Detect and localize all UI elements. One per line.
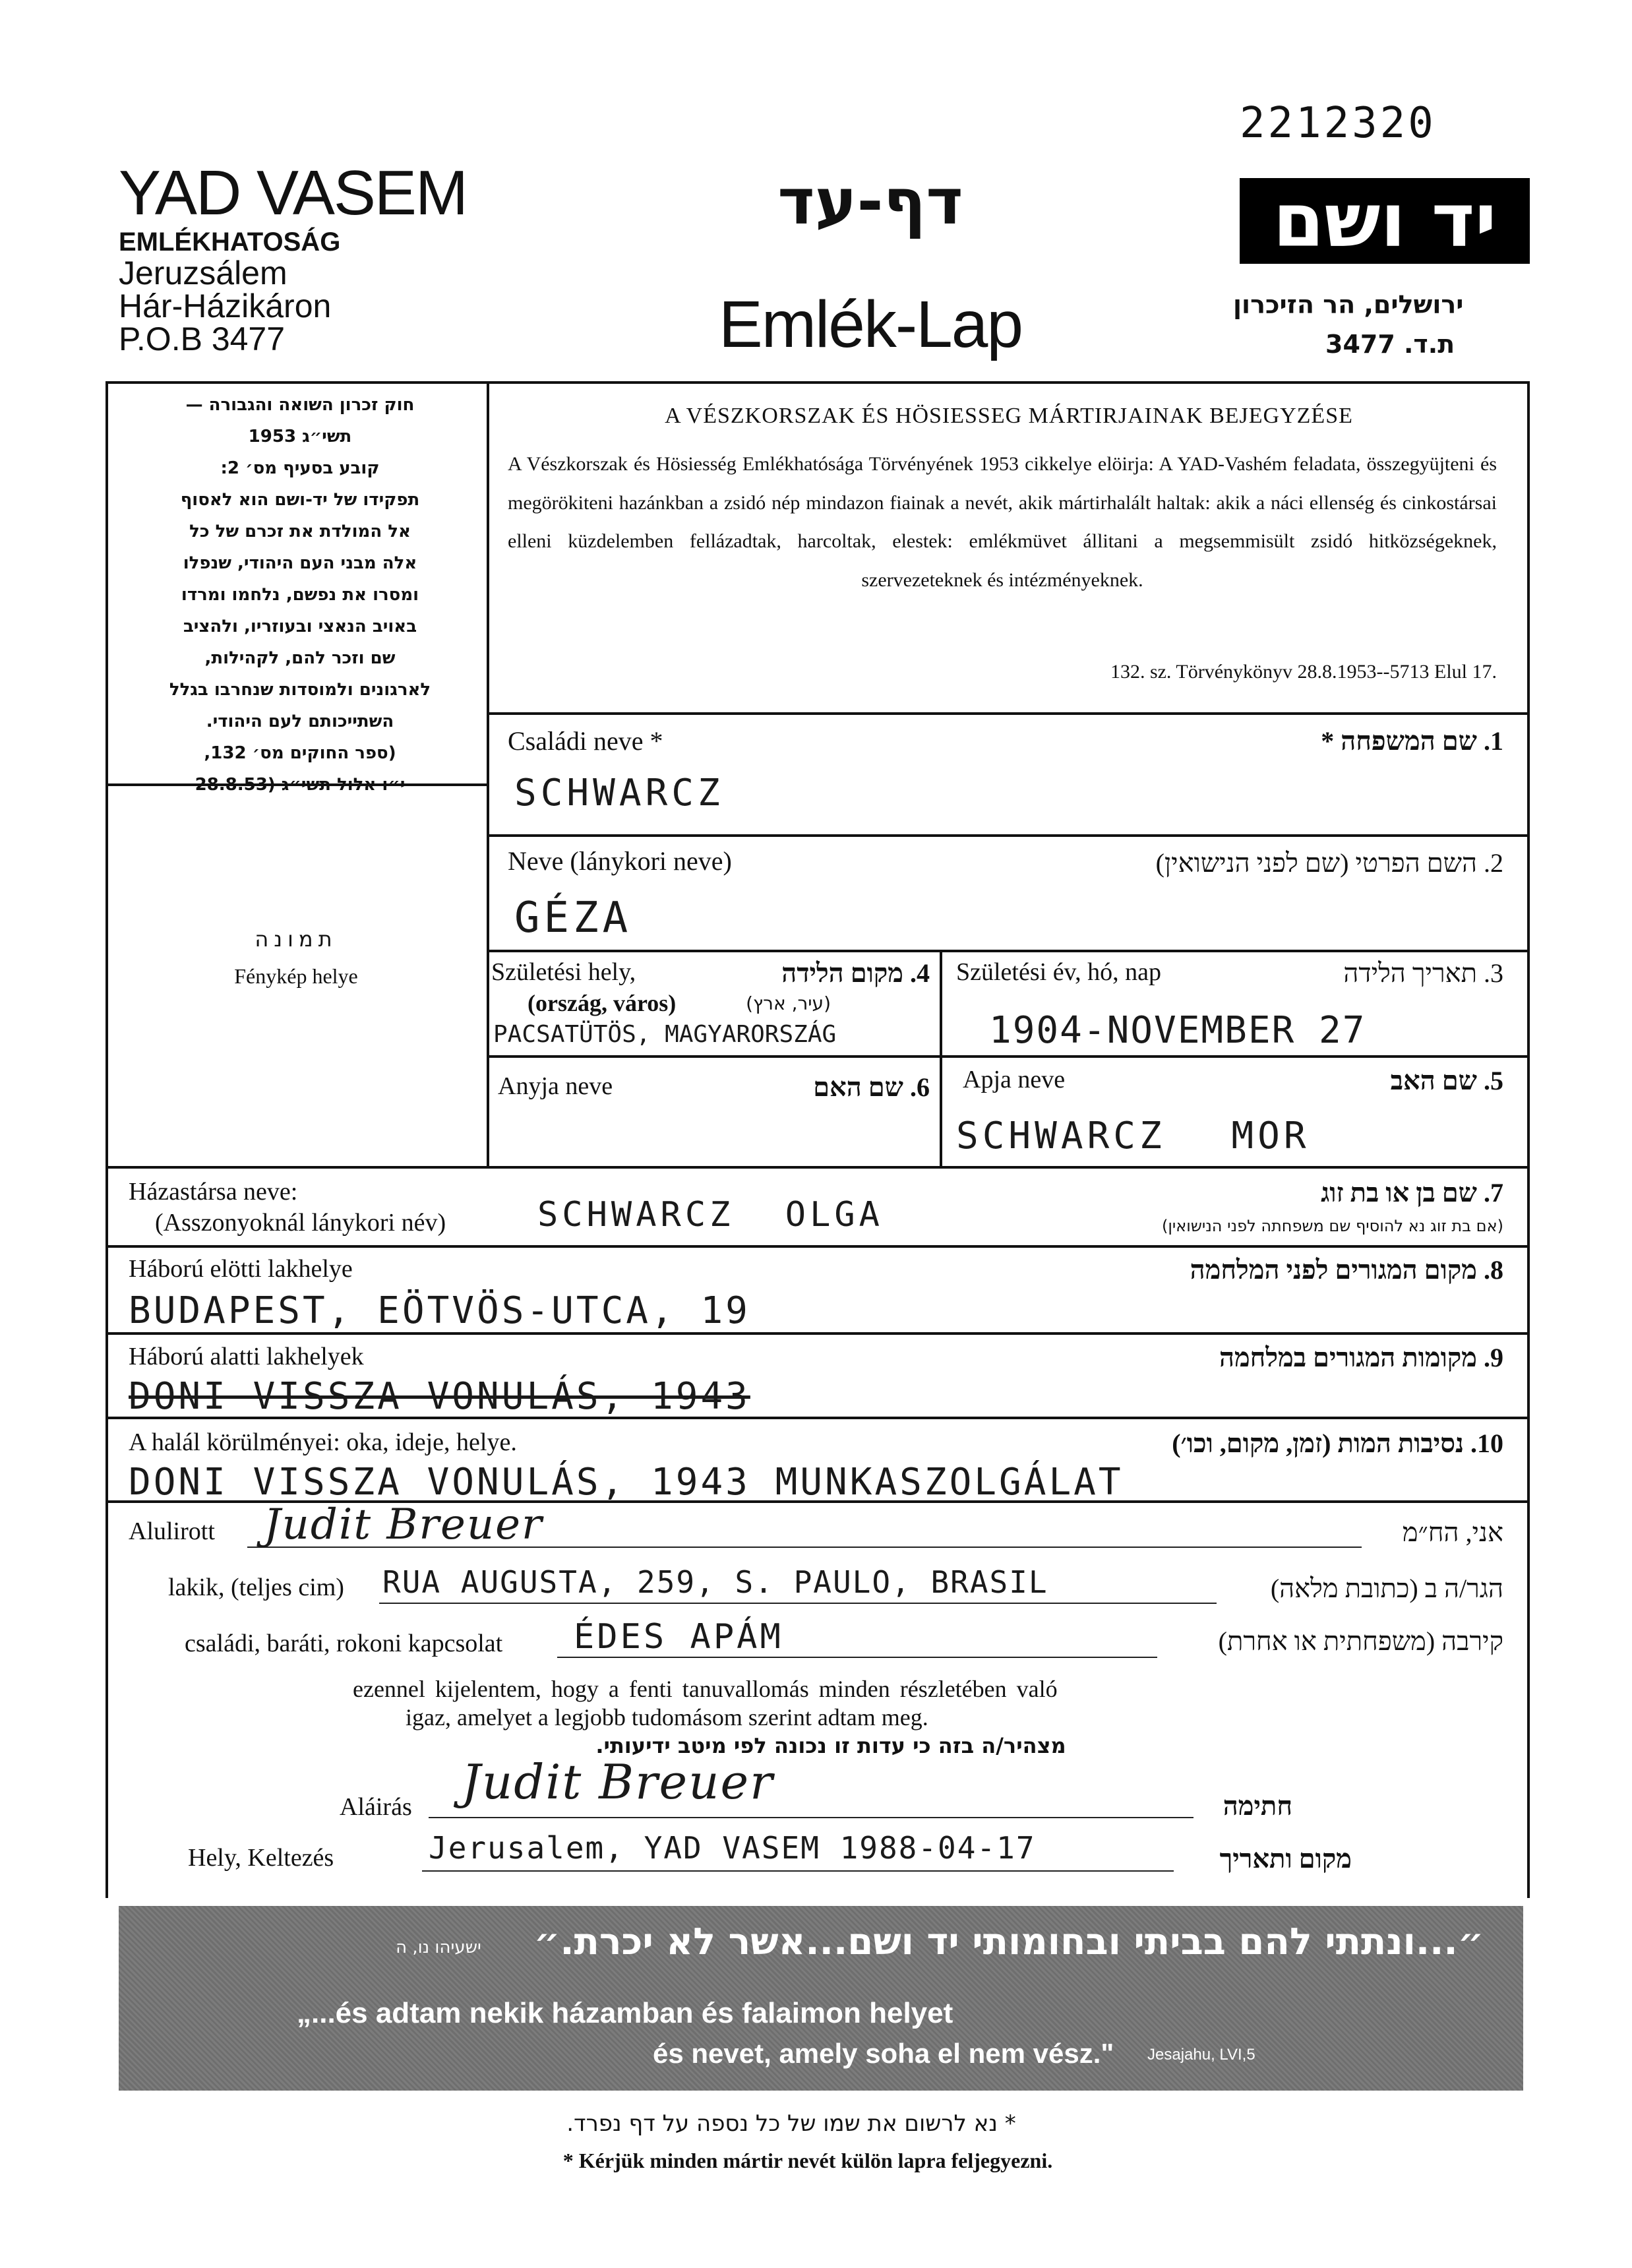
law-line: אל המולדת את זכרם של כל [189, 522, 411, 541]
spouse-label-hebrew: 7. שם בן או בת זוג [1321, 1178, 1503, 1208]
law-line: חוק זכרון השואה והגבורה — [185, 395, 415, 415]
birthdate-label-hebrew: 3. תאריך הלידה [1343, 958, 1503, 988]
spouse-label-2: (Asszonyoknál lánykori név) [155, 1209, 446, 1237]
law-line: ומסרו את נפשם, נלחמו ומרדו [181, 585, 419, 605]
banner-line-2: és nevet, amely soha el nem vész." [653, 2038, 1114, 2069]
undersigned-value: Judit Breuer [264, 1500, 543, 1549]
wartime-residence-value: DONI VISSZA VONULÁS, 1943 [129, 1375, 750, 1418]
law-line: השתייכותם לעם היהודי. [206, 712, 394, 731]
death-circumstances-label: A halál körülményei: oka, ideje, helye. [129, 1428, 517, 1456]
law-body: A Vészkorszak és Hösiesség Emlékhatósága Törvényének 1953 cikkelye elöirja: A YAD-Vashém feladata, összegyüjteni és megörökiteni hazánkban a zsidó nép mindazon fiainak a nevét, akik mártirhalált haltak: akik a náci ellenség és cinkostársai elleni küzdelemben fellázadtak, harcoltak, elestek: emlékmüvet állitani a megsemmisült zsidó hitközségeknek, szervezeteknek és intézményeknek. [508, 453, 1497, 591]
address-value: RUA AUGUSTA, 259, S. PAULO, BRASIL [382, 1564, 1048, 1600]
birthplace-label: Születési hely, [491, 958, 636, 986]
org-subtitle: EMLÉKHATOSÁG [119, 228, 341, 257]
statement-line-2: igaz, amelyet a legjobb tudomásom szerint adtam meg. [406, 1704, 928, 1731]
mother-name-label: Anyja neve [498, 1072, 613, 1100]
birthplace-label-hebrew-2: (עיר, ארץ) [746, 993, 831, 1014]
banner-hebrew-ref: ישעיהו נו, ה [396, 1938, 481, 1957]
serial-number: 2212320 [1240, 99, 1436, 148]
footer-hebrew: * נא לרשום את שמו של כל נספה על דף נפרד. [566, 2110, 1016, 2137]
statement-line-1: ezennel kijelentem, hogy a fenti tanuvallomás minden részletében való [353, 1676, 1058, 1702]
undersigned-label: Alulirott [129, 1517, 215, 1545]
org-header [119, 158, 467, 357]
mother-name-label-hebrew: 6. שם האם [813, 1072, 930, 1102]
spouse-label: Házastársa neve: [129, 1178, 298, 1206]
org-city: Jeruzsálem [119, 255, 287, 291]
wartime-residence-label: Háború alatti lakhelyek [129, 1343, 364, 1370]
law-line: תפקידו של יד-ושם הוא לאסוף [180, 490, 420, 510]
prewar-residence-label-hebrew: 8. מקום המגורים לפני המלחמה [1190, 1255, 1503, 1285]
birthdate-label: Születési év, hó, nap [956, 958, 1161, 986]
banner-ref: Jesajahu, LVI,5 [1147, 2046, 1255, 2064]
quote-banner [119, 1906, 1523, 2091]
father-name-label: Apja neve [963, 1066, 1066, 1093]
birthplace-value: PACSATÜTÖS, MAGYARORSZÁG [493, 1021, 837, 1048]
undersigned-label-hebrew: אני, הח״מ [1402, 1517, 1503, 1547]
signature-label-hebrew: חתימה [1223, 1791, 1292, 1821]
page-title: Emlék-Lap [719, 288, 1022, 361]
place-date-label-hebrew: מקום ותאריך [1219, 1844, 1352, 1874]
banner-hebrew: ״...ונתתי להם בביתי ובחומותי יד ושם...אשר לא יכרת.״ [533, 1920, 1484, 1963]
law-box [122, 389, 478, 801]
death-circumstances-value: DONI VISSZA VONULÁS, 1943 MUNKASZOLGÁLAT [129, 1461, 1124, 1504]
place-date-label: Hely, Keltezés [188, 1844, 334, 1872]
address-label-hebrew: הגר/ה ב (כתובת מלאה) [1270, 1574, 1503, 1603]
relation-label-hebrew: קירבה (משפחתית או אחרת) [1218, 1626, 1503, 1656]
signature-label: Aláirás [340, 1793, 412, 1821]
photo-label: Fénykép helye [234, 964, 358, 988]
relation-value: ÉDES APÁM [574, 1617, 783, 1657]
given-name-value: GÉZA [514, 894, 632, 942]
org-mount: Hár-Házikáron [119, 288, 332, 324]
wartime-residence-label-hebrew: 9. מקומות המגורים במלחמה [1219, 1343, 1503, 1372]
law-line: באויב הנאצי ובעוזריו, ולהציב [183, 617, 417, 636]
hebrew-address-1: ירושלים, הר הזיכרון [1233, 290, 1464, 319]
place-date-value: Jerusalem, YAD VASEM 1988-04-17 [429, 1830, 1036, 1866]
law-citation: 132. sz. Törvénykönyv 28.8.1953--5713 Elul 17. [1110, 661, 1497, 683]
yad-vashem-logo: יד ושם [1240, 178, 1530, 264]
signature-value: Judit Breuer [462, 1754, 774, 1810]
family-name-label-hebrew: 1. שם המשפחה * [1321, 726, 1503, 756]
law-line: לארגונים ולמוסדות שנחרבו בגלל [169, 680, 431, 700]
org-title: YAD VASEM [119, 158, 467, 228]
org-pob: P.O.B 3477 [119, 321, 286, 357]
given-name-label: Neve (lánykori neve) [508, 846, 732, 876]
law-title: A VÉSZKORSZAK ÉS HÖSIESSEG MÁRTIRJAINAK BEJEGYZÉSE [665, 404, 1353, 428]
death-circumstances-label-hebrew: 10. נסיבות המות (זמן, מקום, וכו׳) [1172, 1428, 1503, 1458]
title-hebrew: דף-עד [777, 165, 963, 239]
photo-label-hebrew: תמונה [255, 927, 338, 952]
spouse-label-hebrew-2: (אם בת זוג נא להוסיף שם משפחתה לפני הנישואין) [1161, 1217, 1503, 1235]
birthplace-label-2: (ország, város) [528, 990, 677, 1016]
law-line: (ספר החוקים מס׳ 132, [204, 743, 396, 763]
spouse-value: SCHWARCZ OLGA [537, 1195, 884, 1235]
relation-label: családi, baráti, rokoni kapcsolat [185, 1630, 503, 1657]
law-line: אלה מבני העם היהודי, שנפלו [183, 553, 417, 573]
law-line: שם וזכר להם, לקהילות, [204, 648, 396, 668]
prewar-residence-label: Háború elötti lakhelye [129, 1255, 353, 1283]
law-line: קובע בסעיף מס׳ 2: [220, 458, 380, 478]
family-name-value: SCHWARCZ [514, 772, 724, 814]
law-line: תשי״ג 1953 [248, 427, 352, 446]
banner-line-1: „...és adtam nekik házamban és falaimon helyet [297, 1997, 953, 2029]
footer-note: * Kérjük minden mártir nevét külön lapra feljegyezni. [562, 2149, 1053, 2172]
address-label: lakik, (teljes cim) [168, 1574, 344, 1601]
birthdate-value: 1904-NOVEMBER 27 [989, 1009, 1366, 1052]
father-name-value: SCHWARCZ MOR [956, 1115, 1310, 1157]
statement-hebrew: מצהיר/ה בזה כי עדות זו נכונה לפי מיטב ידיעותי. [595, 1733, 1066, 1758]
family-name-label: Családi neve * [508, 726, 663, 756]
prewar-residence-value: BUDAPEST, EÖTVÖS-UTCA, 19 [129, 1289, 750, 1332]
law-line: י״ו אלול תשי״ג (28.8.53 [195, 775, 406, 795]
given-name-label-hebrew: 2. השם הפרטי (שם לפני הנישואין) [1155, 848, 1503, 878]
father-name-label-hebrew: 5. שם האב [1390, 1066, 1503, 1095]
hebrew-address-2: ת.ד. 3477 [1325, 330, 1455, 359]
birthplace-label-hebrew: 4. מקום הלידה [781, 958, 930, 988]
